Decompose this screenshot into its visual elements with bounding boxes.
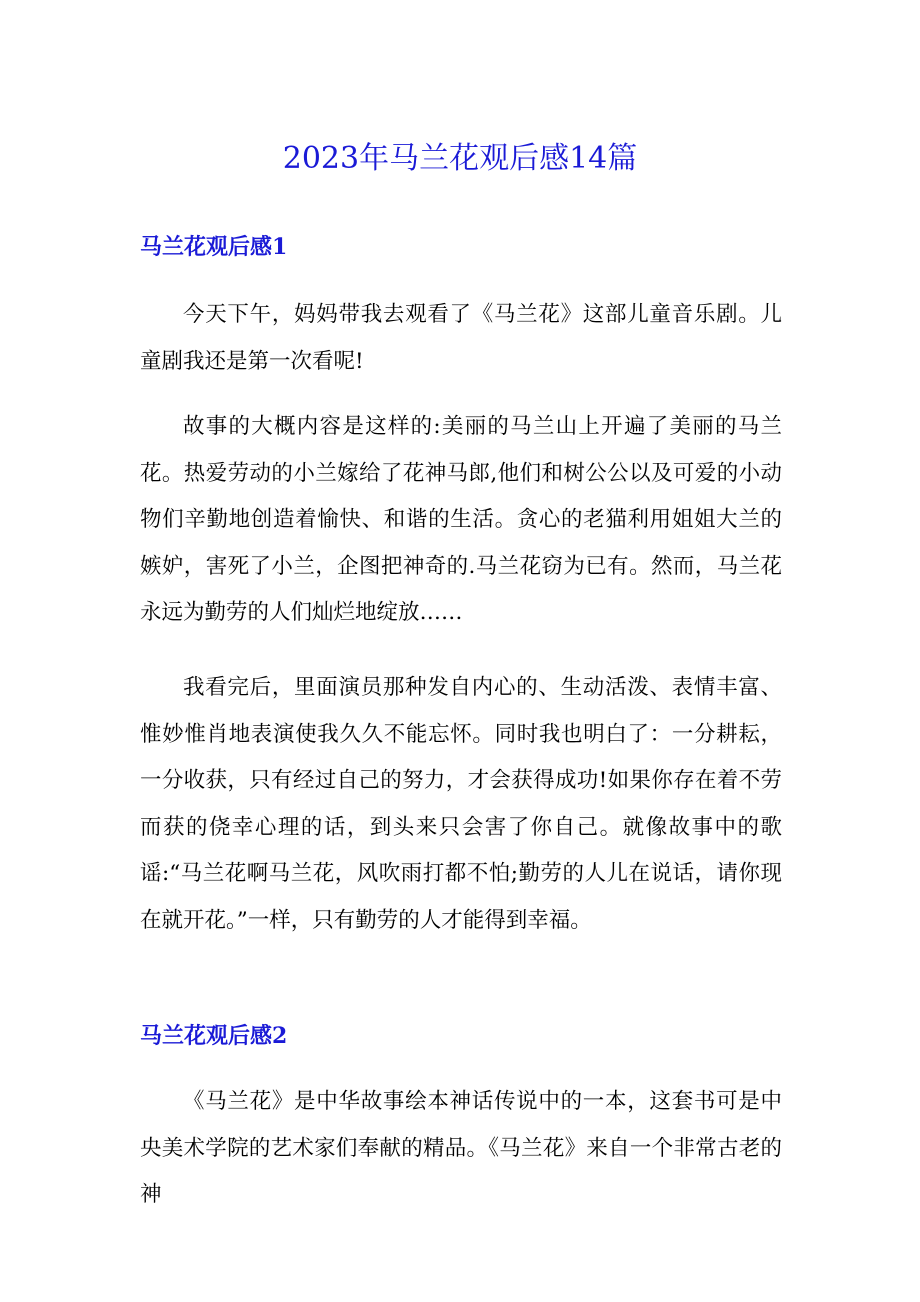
paragraph: 我看完后，里面演员那种发自内心的、生动活泼、表情丰富、惟妙惟肖地表演使我久久不能忘怀。同时我也明白了：一分耕耘，一分收获，只有经过自己的努力，才会获得成功!如果你存在着不劳而获的侥幸心理的话，到头来只会害了你自己。就像故事中的歌谣:“马兰花啊马兰花，风吹雨打都不怕;勤劳的人儿在说话，请你现在就开花。”一样，只有勤劳的人才能得到幸福。 <box>140 675 782 933</box>
paragraph: 《马兰花》是中华故事绘本神话传说中的一本，这套书可是中央美术学院的艺术家们奉献的精品。《马兰花》来自一个非常古老的神 <box>140 1089 782 1208</box>
section-heading-1: 马兰花观后感1 <box>140 234 288 260</box>
paragraph: 今天下午，妈妈带我去观看了《马兰花》这部儿童音乐剧。儿童剧我还是第一次看呢! <box>140 302 782 374</box>
page-title: 2023年马兰花观后感14篇 <box>282 141 638 176</box>
paragraph: 故事的大概内容是这样的:美丽的马兰山上开遍了美丽的马兰花。热爱劳动的小兰嫁给了花神马郎,他们和树公公以及可爱的小动物们辛勤地创造着愉快、和谐的生活。贪心的老猫利用姐姐大兰的嫉妒，害死了小兰，企图把神奇的.马兰花窃为已有。然而，马兰花永远为勤劳的人们灿烂地绽放…… <box>140 414 782 626</box>
section-heading-2: 马兰花观后感2 <box>140 1023 288 1049</box>
